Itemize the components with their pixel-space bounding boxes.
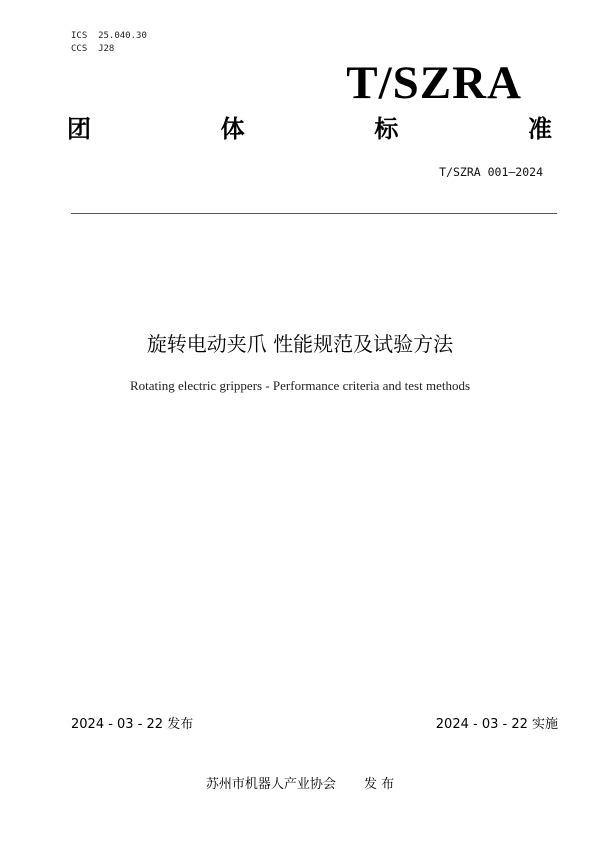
standard-type-char: 体 xyxy=(220,115,245,143)
publisher-line xyxy=(0,776,600,794)
organization-logo: T/SZRA xyxy=(346,57,522,109)
ics-code: ICS 25.040.30 xyxy=(71,31,147,41)
classification-codes xyxy=(71,30,147,56)
standard-type-heading xyxy=(67,114,552,144)
publish-action: 发 布 xyxy=(363,777,395,792)
ccs-code: CCS J28 xyxy=(71,44,115,54)
standard-type-char: 团 xyxy=(67,115,91,143)
standard-type-char: 标 xyxy=(374,115,399,143)
issue-date: 2024 - 03 - 22 发布 xyxy=(71,717,194,732)
standard-number: T/SZRA 001—2024 xyxy=(439,165,543,179)
publisher-name: 苏州市机器人产业协会 xyxy=(205,777,336,792)
standard-type-char: 准 xyxy=(527,115,552,143)
header-divider xyxy=(71,213,557,214)
document-title-english: Rotating electric grippers - Performance criteria and test methods xyxy=(129,378,471,393)
document-title-chinese: 旋转电动夹爪 性能规范及试验方法 xyxy=(146,332,454,356)
implementation-date: 2024 - 03 - 22 实施 xyxy=(435,717,558,732)
